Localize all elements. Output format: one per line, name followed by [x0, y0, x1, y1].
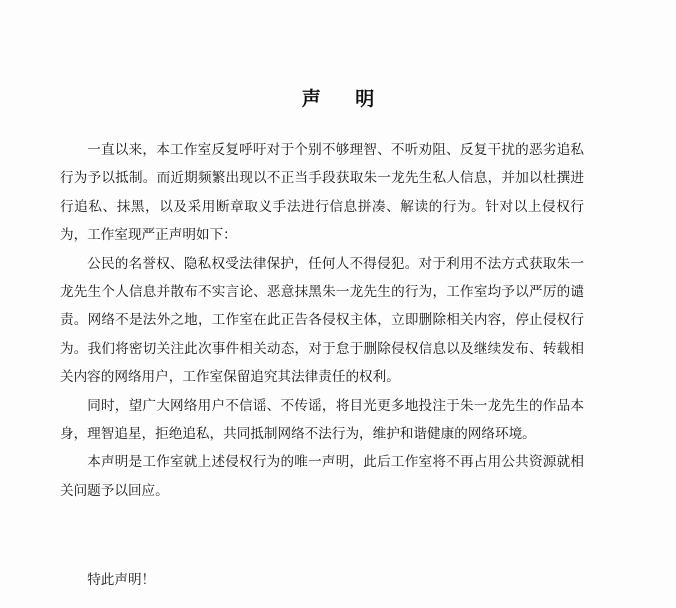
- paragraph-intro: 一直以来，本工作室反复呼吁对于个别不够理智、不听劝阻、反复干扰的恶劣追私行为予以抵制。而近期频繁出现以不正当手段获取朱一龙先生私人信息，并加以杜撰进行追私、抹黑，以及采用断章取义手法进行信息拼凑、解读的行为。针对以上侵权行为，工作室现严正声明如下：: [60, 142, 584, 244]
- paragraph-rights: 公民的名誉权、隐私权受法律保护，任何人不得侵犯。对于利用不法方式获取朱一龙先生个人信息并散布不实言论、恶意抹黑朱一龙先生的行为，工作室均予以严厉的谴责。网络不是法外之地，工作室在此正告各侵权主体，立即删除相关内容，停止侵权行为。我们将密切关注此次事件相关动态，对于怠于删除侵权信息以及继续发布、转载相关内容的网络用户，工作室保留追究其法律责任的权利。: [60, 255, 584, 386]
- paragraph-appeal: 同时，望广大网络用户不信谣、不传谣，将目光更多地投注于朱一龙先生的作品本身，理智追星，拒绝追私，共同抵制网络不法行为，维护和谐健康的网络环境。: [60, 397, 584, 443]
- document-title: 声 明: [301, 88, 389, 110]
- document-body: [60, 136, 584, 505]
- paragraph-final-statement: 本声明是工作室就上述侵权行为的唯一声明，此后工作室将不再占用公共资源就相关问题予以回应。: [60, 454, 584, 499]
- closing-line: 特此声明！: [87, 572, 156, 588]
